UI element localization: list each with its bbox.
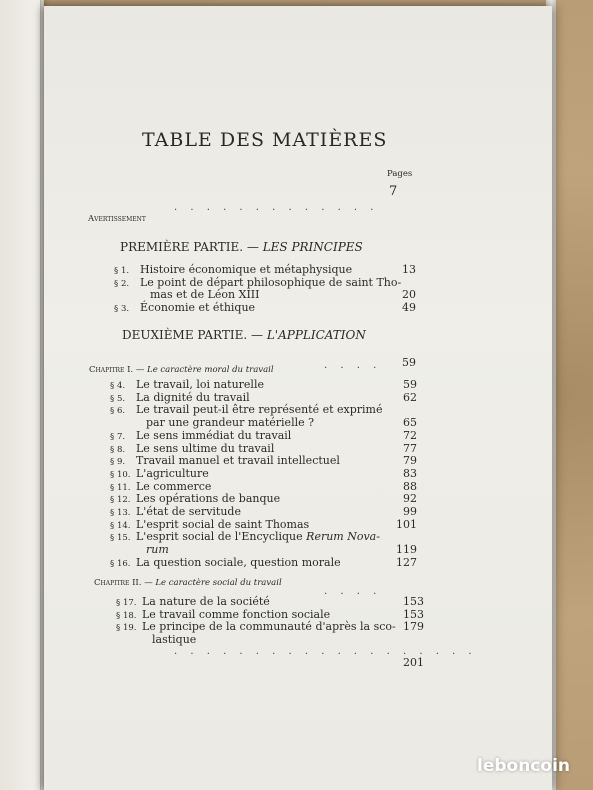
- section-number: § 15.: [110, 533, 131, 544]
- leboncoin-watermark: leboncoin: [477, 756, 570, 776]
- toc-entry-text: Les opérations de banque: [136, 492, 281, 506]
- leader-dots: . . . . . . . . . . . . .: [174, 202, 379, 213]
- toc-entry-page: 13: [402, 263, 416, 276]
- toc-entry-text: La dignité du travail: [136, 390, 250, 404]
- toc-entry-page: 99: [403, 505, 417, 518]
- toc-entry-page: 49: [402, 300, 416, 314]
- pages-label: Pages: [387, 169, 413, 179]
- toc-entry-page: 153: [403, 595, 424, 608]
- last-page-number: 201: [403, 656, 424, 669]
- toc-entry-page: 119: [396, 543, 417, 557]
- toc-entry-text: par une grandeur matérielle ?: [146, 416, 315, 430]
- toc-entry-page: 88: [403, 479, 417, 493]
- section-number: § 9.: [110, 457, 126, 468]
- section-number: § 13.: [110, 508, 131, 518]
- leader-dots: . . . .: [324, 586, 382, 597]
- leader-dots: . . . . . . . . . . . . . . . . . . .: [174, 646, 477, 657]
- toc-entry-text: Le principe de la communauté d'après la sco-: [142, 620, 396, 633]
- page-title: TABLE DES MATIÈRES: [142, 129, 388, 151]
- chapter2-heading: Chapitre II. — Le caractère social du travail: [94, 578, 282, 588]
- toc-entry-text: La nature de la société: [142, 595, 270, 608]
- section-number: § 2.: [114, 278, 130, 289]
- section-number: § 17.: [116, 598, 137, 608]
- section-number: § 16.: [110, 558, 131, 569]
- section-number: § 12.: [110, 495, 131, 506]
- toc-entry-text: Le travail peut-il être représenté et exprimé: [136, 403, 383, 417]
- toc-entry-text: L'esprit social de saint Thomas: [136, 517, 310, 531]
- toc-entry-text: Le sens ultime du travail: [136, 441, 275, 455]
- section-number: § 14.: [110, 520, 131, 531]
- toc-entry-page: 62: [403, 390, 417, 404]
- toc-entry-text: Le travail, loi naturelle: [136, 378, 264, 391]
- chapter1-page: 59: [402, 356, 416, 369]
- toc-entry-text: lastique: [152, 632, 197, 646]
- toc-entry-text: Le point de départ philosophique de saint Tho-: [140, 275, 402, 289]
- section-number: § 10.: [110, 469, 131, 480]
- section-number: § 5.: [110, 393, 126, 404]
- toc-entry-page: 20: [402, 288, 416, 301]
- part2-heading: DEUXIÈME PARTIE. — L'APPLICATION: [122, 328, 366, 342]
- toc-entry-page: 59: [403, 378, 417, 391]
- toc-entry-text: L'état de servitude: [136, 505, 241, 518]
- left-page: [0, 0, 41, 790]
- toc-entry-text: L'esprit social de l'Encyclique Rerum Nova-: [136, 530, 380, 544]
- toc-entry-text: mas et de Léon XIII: [150, 288, 260, 301]
- toc-entry-text: Travail manuel et travail intellectuel: [136, 454, 340, 468]
- toc-entry-page: 72: [403, 428, 417, 442]
- chapter1-heading: Chapitre I. — Le caractère moral du travail: [89, 365, 274, 375]
- avertissement-page: 7: [389, 184, 398, 199]
- section-number: § 18.: [116, 610, 137, 621]
- toc-entry-page: 83: [403, 466, 417, 480]
- toc-entry-page: 101: [396, 517, 417, 531]
- toc-entry-page: 79: [403, 454, 417, 468]
- toc-entry-text: La question sociale, question morale: [136, 555, 341, 569]
- book-page: [44, 6, 552, 790]
- toc-entry-text: Le sens immédiat du travail: [136, 428, 292, 442]
- toc-entry-text: Le commerce: [136, 479, 212, 493]
- section-number: § 11.: [110, 482, 131, 493]
- section-number: § 1.: [114, 266, 130, 276]
- toc-entry-page: 153: [403, 607, 424, 621]
- section-number: § 6.: [110, 406, 126, 417]
- toc-entry-text: Économie et éthique: [140, 300, 256, 314]
- toc-entry-page: 179: [403, 620, 424, 633]
- toc-entry-text: Histoire économique et métaphysique: [140, 263, 353, 276]
- section-number: § 4.: [110, 381, 126, 391]
- toc-entry-page: 127: [396, 555, 417, 569]
- toc-entry-page: 65: [403, 416, 417, 430]
- toc-entry-page: 77: [403, 441, 417, 455]
- section-number: § 7.: [110, 431, 126, 442]
- avertissement-label: Avertissement: [88, 214, 146, 224]
- part1-heading: PREMIÈRE PARTIE. — LES PRINCIPES: [120, 240, 363, 254]
- leader-dots: . . . .: [324, 360, 382, 371]
- section-number: § 8.: [110, 444, 126, 455]
- toc-entry-page: 92: [403, 492, 417, 506]
- toc-entry-text: rum: [146, 543, 169, 557]
- section-number: § 3.: [114, 303, 130, 314]
- toc-entry-text: L'agriculture: [136, 466, 209, 480]
- section-number: § 19.: [116, 623, 137, 633]
- toc-entry-text: Le travail comme fonction sociale: [142, 607, 331, 621]
